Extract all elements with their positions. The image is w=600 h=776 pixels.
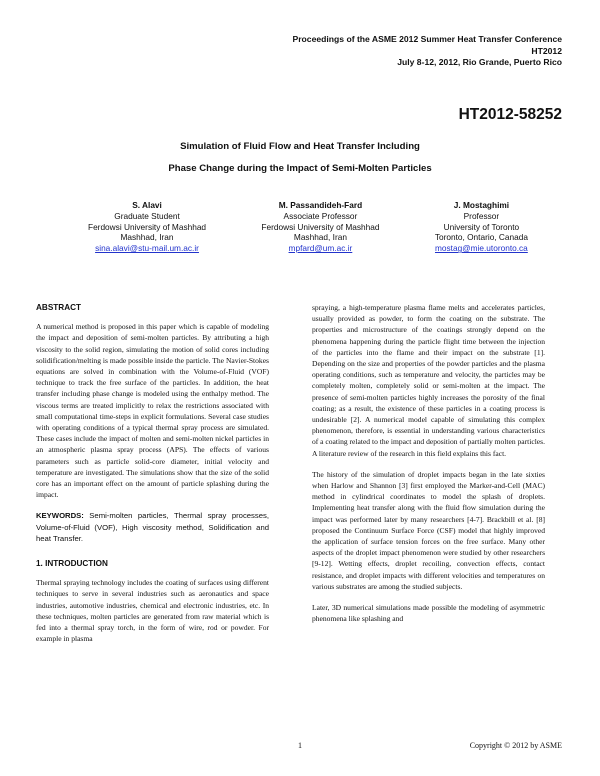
conference-name: Proceedings of the ASME 2012 Summer Heat Transfer Conference	[292, 34, 562, 44]
introduction-text: Thermal spraying technology includes the coating of surfaces using different techniques to serve in several industries such as aeronautics and space industries, automotive industries, chemical and electronic industries, etc. In these techniques, molten particles are generated from raw material which is fed into a thermal spray torch, in the form of wire, rod or powder. For example in plasma	[36, 578, 269, 644]
author-list	[88, 200, 528, 254]
author-block	[88, 200, 206, 254]
author-affiliation: University of Toronto	[443, 221, 520, 232]
author-email-link[interactable]: mostag@mie.utoronto.ca	[434, 243, 528, 254]
author-block	[261, 200, 379, 254]
conference-header	[292, 34, 562, 69]
introduction-paragraph-1: spraying, a high-temperature plasma flame melts and accelerates particles, usually provided as powder, to form the coating on the substrate. The properties and microstructure of the coatings strongly depend on the phenomena happening during the particle flight time between the injection of the particles into the flame and their impact on the substrate [1]. Depending on the size and properties of the powder particles and the plasma operating conditions, such as temperature and velocity, the particles may be completely molten, completely solid or semi-molten at the impact. The presence of semi-molten particles highly increases the porosity of the final coating; as a result, the existence of these particles in a coating process is undesirable [2]. A numerical model capable of simulating this complex phenomenon, therefore, is essential in understanding various characteristics of a coating related to the impact and deposition of partially molten particles. A literature review of the research in this field explains this fact.	[312, 303, 545, 458]
author-email-link[interactable]: sina.alavi@stu-mail.um.ac.ir	[95, 243, 199, 254]
title-line-1: Simulation of Fluid Flow and Heat Transfer Including	[180, 141, 420, 152]
introduction-paragraph-3: Later, 3D numerical simulations made possible the modeling of asymmetric phenomena like splashing and	[312, 603, 545, 624]
conference-date-location: July 8-12, 2012, Rio Grande, Puerto Rico	[397, 57, 562, 68]
copyright-notice: Copyright © 2012 by ASME	[469, 741, 562, 750]
introduction-heading: 1. INTRODUCTION	[36, 559, 108, 569]
author-email-link[interactable]: mpfard@um.ac.ir	[288, 243, 353, 254]
abstract-text: A numerical method is proposed in this paper which is capable of modeling the impact and deposition of semi-molten particles. By attributing a high viscosity to the solid region, simulating the motion of solid cores including solidification/melting is made possible inside the particle. The Navier-Stokes equations are solved in combination with the Volume-of-Fluid (VOF) technique to track the free surface of the particles. In addition, the heat transfer including phase change is modeled using the enthalpy method. The viscous terms are treated implicitly to relax the restrictions associated with small computational time-steps in explicit formulations. Several case studies with operating conditions of a typical thermal spray process are simulated. These cases include the impact of molten and semi-molten nickel particles in an atmospheric plasma spray process (APS). The effects of various parameters such as particle solid-core diameter, initial velocity and temperature are investigated. The simulations show that the size of the solid core has an important effect on the amount of particle splashing during the impact.	[36, 322, 269, 500]
right-column	[312, 302, 545, 634]
author-affiliation: Ferdowsi University of Mashhad	[261, 221, 380, 232]
title-line-2: Phase Change during the Impact of Semi-Molten Particles	[168, 163, 432, 174]
author-name: M. Passandideh-Fard	[278, 200, 363, 210]
author-location: Mashhad, Iran	[120, 232, 174, 243]
paper-title	[0, 136, 600, 180]
author-location: Toronto, Ontario, Canada	[434, 232, 528, 243]
keywords-text: Semi-molten particles, Thermal spray processes, Volume-of-Fluid (VOF), High viscosity method, Solidification and heat Transfer.	[36, 511, 270, 543]
paper-id: HT2012-58252	[458, 106, 562, 123]
left-column	[36, 302, 269, 654]
conference-code: HT2012	[531, 45, 562, 56]
abstract-heading: ABSTRACT	[36, 303, 82, 312]
author-location: Mashhad, Iran	[293, 232, 347, 243]
author-name: J. Mostaghimi	[453, 200, 510, 210]
author-role: Professor	[463, 210, 500, 221]
keywords-label: KEYWORDS:	[36, 511, 84, 521]
author-role: Associate Professor	[283, 210, 358, 221]
author-name: S. Alavi	[132, 200, 162, 210]
author-block	[435, 200, 528, 254]
page-number: 1	[298, 741, 302, 750]
author-affiliation: Ferdowsi University of Mashhad	[88, 221, 207, 232]
introduction-paragraph-2: The history of the simulation of droplet impacts began in the late sixties when Harlow and Shannon [3] first employed the Marker-and-Cell (MAC) method in cylindrical coordinates to model the splash of droplets. Implementing heat transfer along with the fluid flow simulation during the impact was performed later by many researchers [4-7]. Brackbill et al. [8] proposed the Continuum Surface Force (CSF) model that highly improved the application of surface tension forces on the free surface. Many other aspects of the droplet impact phenomenon were studied by other researchers [9-12]. Wetting effects, droplet recoiling, convection effects, contact resistance, and droplet impacts with different velocities and temperatures on various substrates are among the studied subjects.	[312, 469, 545, 591]
keywords	[36, 510, 269, 544]
author-role: Graduate Student	[114, 210, 180, 221]
